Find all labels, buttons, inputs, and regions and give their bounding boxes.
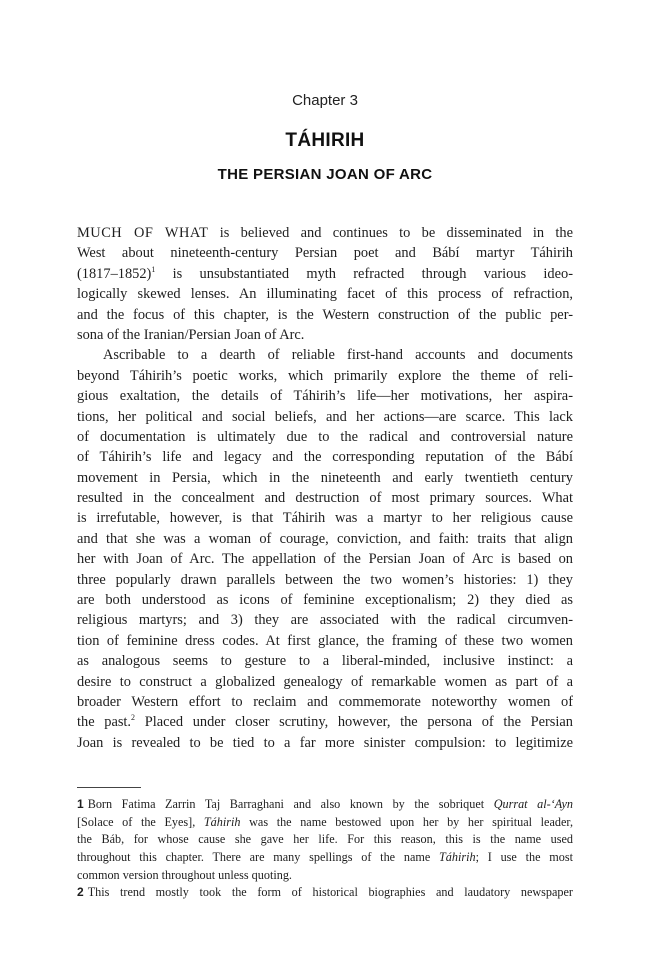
- footnote-line: [77, 814, 573, 832]
- text-span: This trend mostly took the form of historical biographies and laudatory newspaper: [87, 885, 573, 900]
- text-span: Táhirih: [203, 814, 241, 829]
- text-line: Joan is revealed to be tied to a far more sinister compulsion: to legitimize: [77, 734, 573, 751]
- text-line: desire to construct a globalized genealogy of remarkable women as part of a: [77, 673, 573, 690]
- text-span: [Solace of the Eyes],: [77, 814, 204, 829]
- text-line: are both understood as icons of feminine exceptionalism; 2) they died as: [77, 592, 573, 609]
- footnote-number-1: 1: [77, 797, 84, 811]
- text-span: (1817–1852): [77, 265, 152, 282]
- text-line: beyond Táhirih’s poetic works, which primarily explore the theme of reli-: [77, 367, 573, 384]
- text-line: logically skewed lenses. An illuminating facet of this process of refraction,: [77, 286, 573, 303]
- text-line: is irrefutable, however, is that Táhirih was a martyr to her religious cause: [77, 510, 573, 527]
- text-span: ; I use the most: [475, 850, 573, 865]
- chapter-label: Chapter 3: [292, 92, 358, 109]
- footnote-line: [77, 849, 573, 867]
- text-span: Táhirih: [439, 850, 476, 865]
- text-line: [77, 712, 573, 732]
- body-text: [77, 223, 573, 753]
- text-span: throughout this chapter. There are many spellings of the name: [77, 850, 440, 865]
- chapter-subtitle: THE PERSIAN JOAN OF ARC: [217, 166, 433, 183]
- text-span: is unsubstantiated myth refracted through various ideo-: [155, 265, 573, 282]
- text-span: is believed and continues to be disseminated in the: [208, 225, 573, 241]
- text-line: Ascribable to a dearth of reliable first-hand accounts and documents: [103, 347, 573, 364]
- text-line: tion of feminine dress codes. At first glance, the framing of these two women: [77, 632, 573, 649]
- text-span: was the name bestowed upon her by her spiritual leader,: [240, 814, 573, 829]
- text-span: the past.: [77, 714, 132, 731]
- text-line: religious martyrs; and 3) they are associated with the radical circumven-: [77, 612, 573, 629]
- text-span: Placed under closer scrutiny, however, the persona of the Persian: [135, 714, 573, 731]
- text-line: of documentation is ultimately due to the radical and controversial nature: [77, 428, 573, 445]
- text-line: tions, her political and social beliefs, and her actions—are scarce. This lack: [77, 408, 573, 425]
- text-line: as analogous seems to gesture to a liberal-minded, inclusive instinct: a: [77, 653, 573, 670]
- text-line: resulted in the concealment and destruction of most primary sources. What: [77, 490, 573, 507]
- text-line: and that she was a woman of courage, conviction, and faith: traits that align: [77, 530, 573, 547]
- text-line: three popularly drawn parallels between the two women’s histories: 1) they: [77, 571, 573, 588]
- text-line: movement in Persia, which in the nineteenth and early twentieth century: [77, 469, 573, 486]
- footnote-marker-2[interactable]: 2: [131, 713, 136, 723]
- text-line: sona of the Iranian/Persian Joan of Arc.: [77, 326, 305, 343]
- text-span: Born Fatima Zarrin Taj Barraghani and also known by the sobriquet: [87, 797, 494, 811]
- footnote-line: [77, 796, 573, 814]
- footnote-line: the Báb, for whose cause she gave her life. For this reason, this is the name used: [77, 832, 573, 847]
- footnotes: [77, 796, 573, 902]
- text-line: gious exaltation, the details of Táhirih’s life—her motivations, her aspira-: [77, 388, 573, 405]
- text-line: [77, 264, 573, 284]
- footnote-number-2: 2: [77, 885, 84, 900]
- chapter-title: TÁHIRIH: [285, 130, 365, 151]
- text-line: broader Western effort to reclaim and commemorate noteworthy women of: [77, 693, 573, 710]
- text-line: her with Joan of Arc. The appellation of the Persian Joan of Arc is based on: [77, 551, 573, 568]
- text-span: Qurrat al-‘Ayn: [493, 797, 573, 811]
- footnote-line: [77, 884, 573, 902]
- footnote-marker-1[interactable]: 1: [151, 264, 156, 274]
- lead-in: MUCH OF WHAT: [77, 225, 209, 241]
- text-line: West about nineteenth-century Persian poet and Bábí martyr Táhirih: [77, 245, 573, 262]
- text-line: of Táhirih’s life and legacy and the corresponding reputation of the Bábí: [77, 449, 573, 466]
- footnote-divider: [77, 787, 141, 788]
- text-line: [77, 223, 573, 243]
- footnote-line: common version throughout unless quoting.: [77, 867, 292, 882]
- text-line: and the focus of this chapter, is the Western construction of the public per-: [77, 306, 573, 323]
